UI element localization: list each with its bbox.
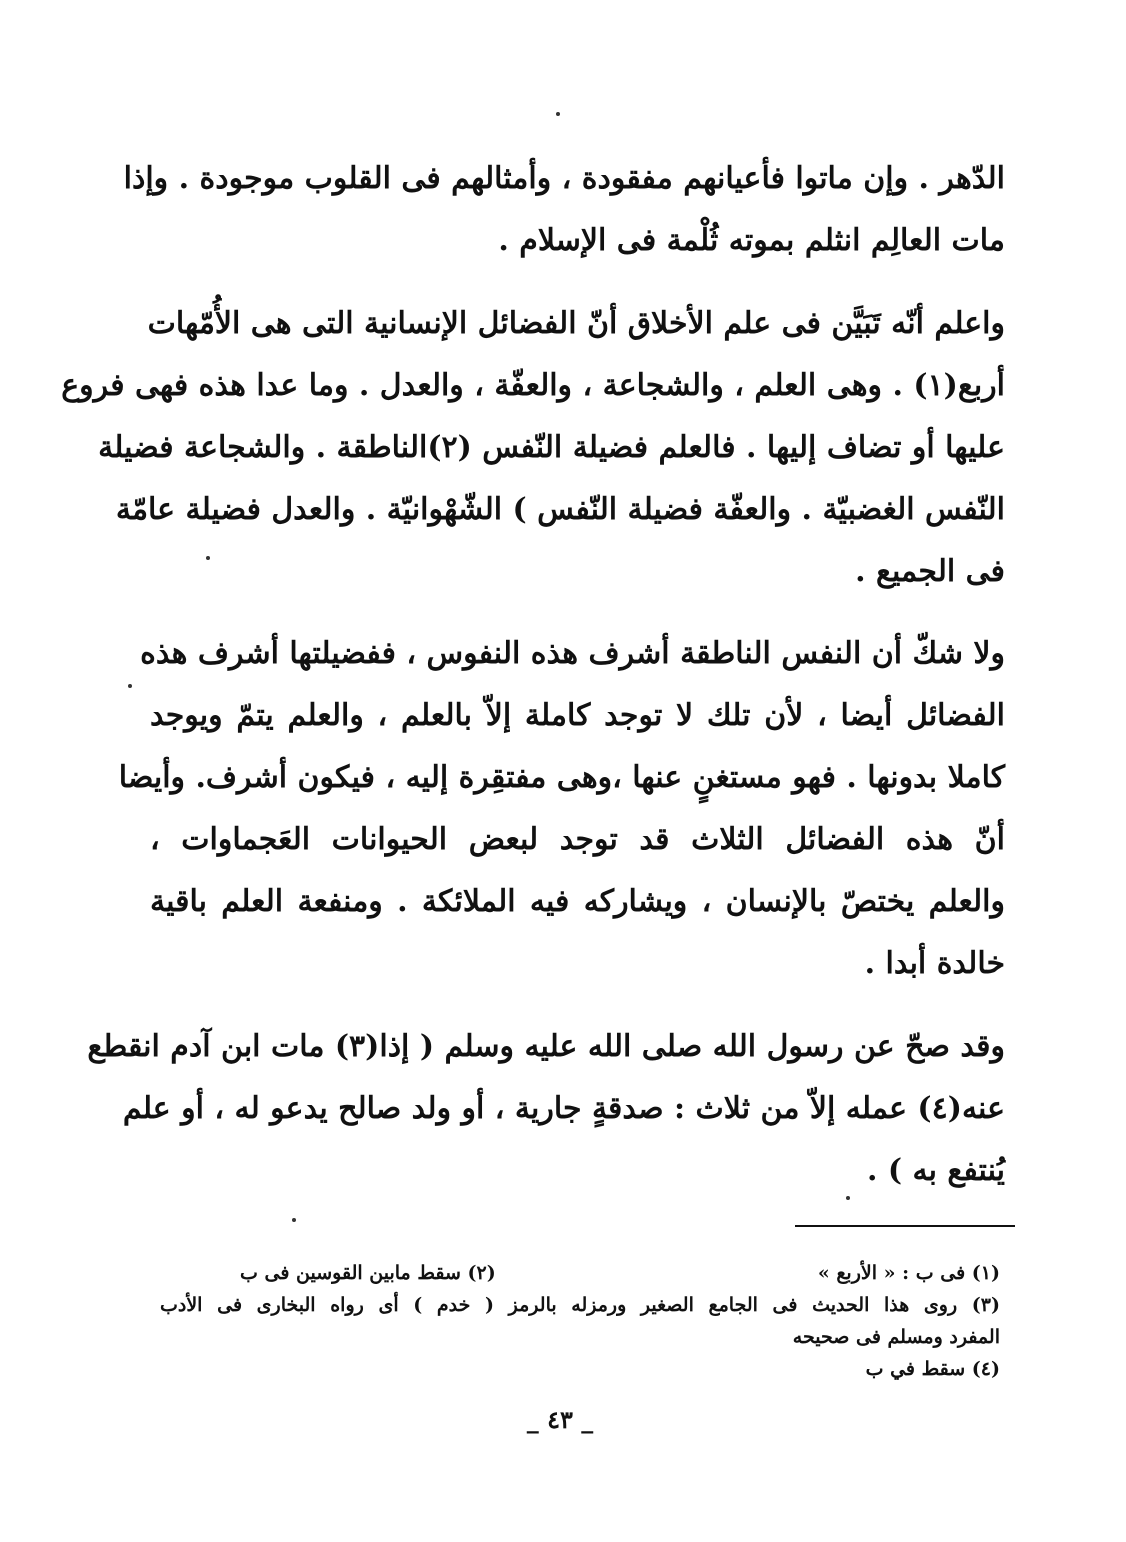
text-line: مات العالِم انثلم بموته ثُلْمة فى الإسلام . (498, 223, 1005, 258)
scan-speck (846, 1196, 850, 1200)
text-line: وقد صحّ عن رسول الله صلى الله عليه وسلم ( إذا(٣) مات ابن آدم انقطع (87, 1029, 1005, 1064)
footnote-1: (١) فى ب : « الأربع » (817, 1262, 1000, 1284)
footnote-4: (٤) سقط في ب (865, 1358, 1000, 1380)
scan-speck (292, 1218, 296, 1222)
scan-speck (128, 684, 132, 688)
text-line: واعلم أنّه تَبَيَّن فى علم الأخلاق أنّ الفضائل الإنسانية التى هى الأُمّهات (147, 306, 1005, 341)
page-number: _ ٤٣ _ (526, 1405, 594, 1434)
text-line: كاملا بدونها . فهو مستغنٍ عنها ،وهى مفتقِرة إليه ، فيكون أشرف. وأيضا (118, 760, 1005, 795)
scan-speck (206, 556, 210, 560)
text-line: الفضائل أيضا ، لأن تلك لا توجد كاملة إلاّ بالعلم ، والعلم يتمّ ويوجد (150, 698, 1005, 733)
scan-speck (556, 112, 560, 116)
text-line: أربع(١) . وهى العلم ، والشجاعة ، والعفّة ، والعدل . وما عدا هذه فهى فروع (61, 368, 1005, 403)
text-line: ولا شكّ أن النفس الناطقة أشرف هذه النفوس ، ففضيلتها أشرف هذه (140, 636, 1005, 671)
text-line: عليها أو تضاف إليها . فالعلم فضيلة النّفس (٢)الناطقة . والشجاعة فضيلة (98, 430, 1005, 465)
text-line: يُنتفع به ) . (866, 1153, 1005, 1188)
text-line: الدّهر . وإن ماتوا فأعيانهم مفقودة ، وأمثالهم فى القلوب موجودة . وإذا (123, 161, 1005, 196)
footnote-separator (795, 1225, 1015, 1227)
text-line: أنّ هذه الفضائل الثلاث قد توجد لبعض الحيوانات العَجماوات ، (150, 822, 1005, 857)
text-line: خالدة أبدا . (864, 946, 1005, 981)
footnote-row (240, 1258, 1000, 1288)
text-line: فى الجميع . (855, 554, 1005, 589)
footnote-3: (٣) روى هذا الحديث فى الجامع الصغير ورمزله بالرمز ( خدم ) أى رواه البخارى فى الأدب (160, 1294, 1000, 1316)
text-line: عنه(٤) عمله إلاّ من ثلاث : صدقةٍ جارية ، أو ولد صالح يدعو له ، أو علم (122, 1091, 1005, 1126)
footnote-2: (٢) سقط مابين القوسين فى ب (240, 1262, 496, 1284)
text-line: والعلم يختصّ بالإنسان ، ويشاركه فيه الملائكة . ومنفعة العلم باقية (150, 884, 1005, 919)
footnote-3-continued: المفرد ومسلم فى صحيحه (792, 1326, 1000, 1348)
text-line: النّفس الغضبيّة . والعفّة فضيلة النّفس ) الشّهْوانيّة . والعدل فضيلة عامّة (115, 492, 1005, 527)
